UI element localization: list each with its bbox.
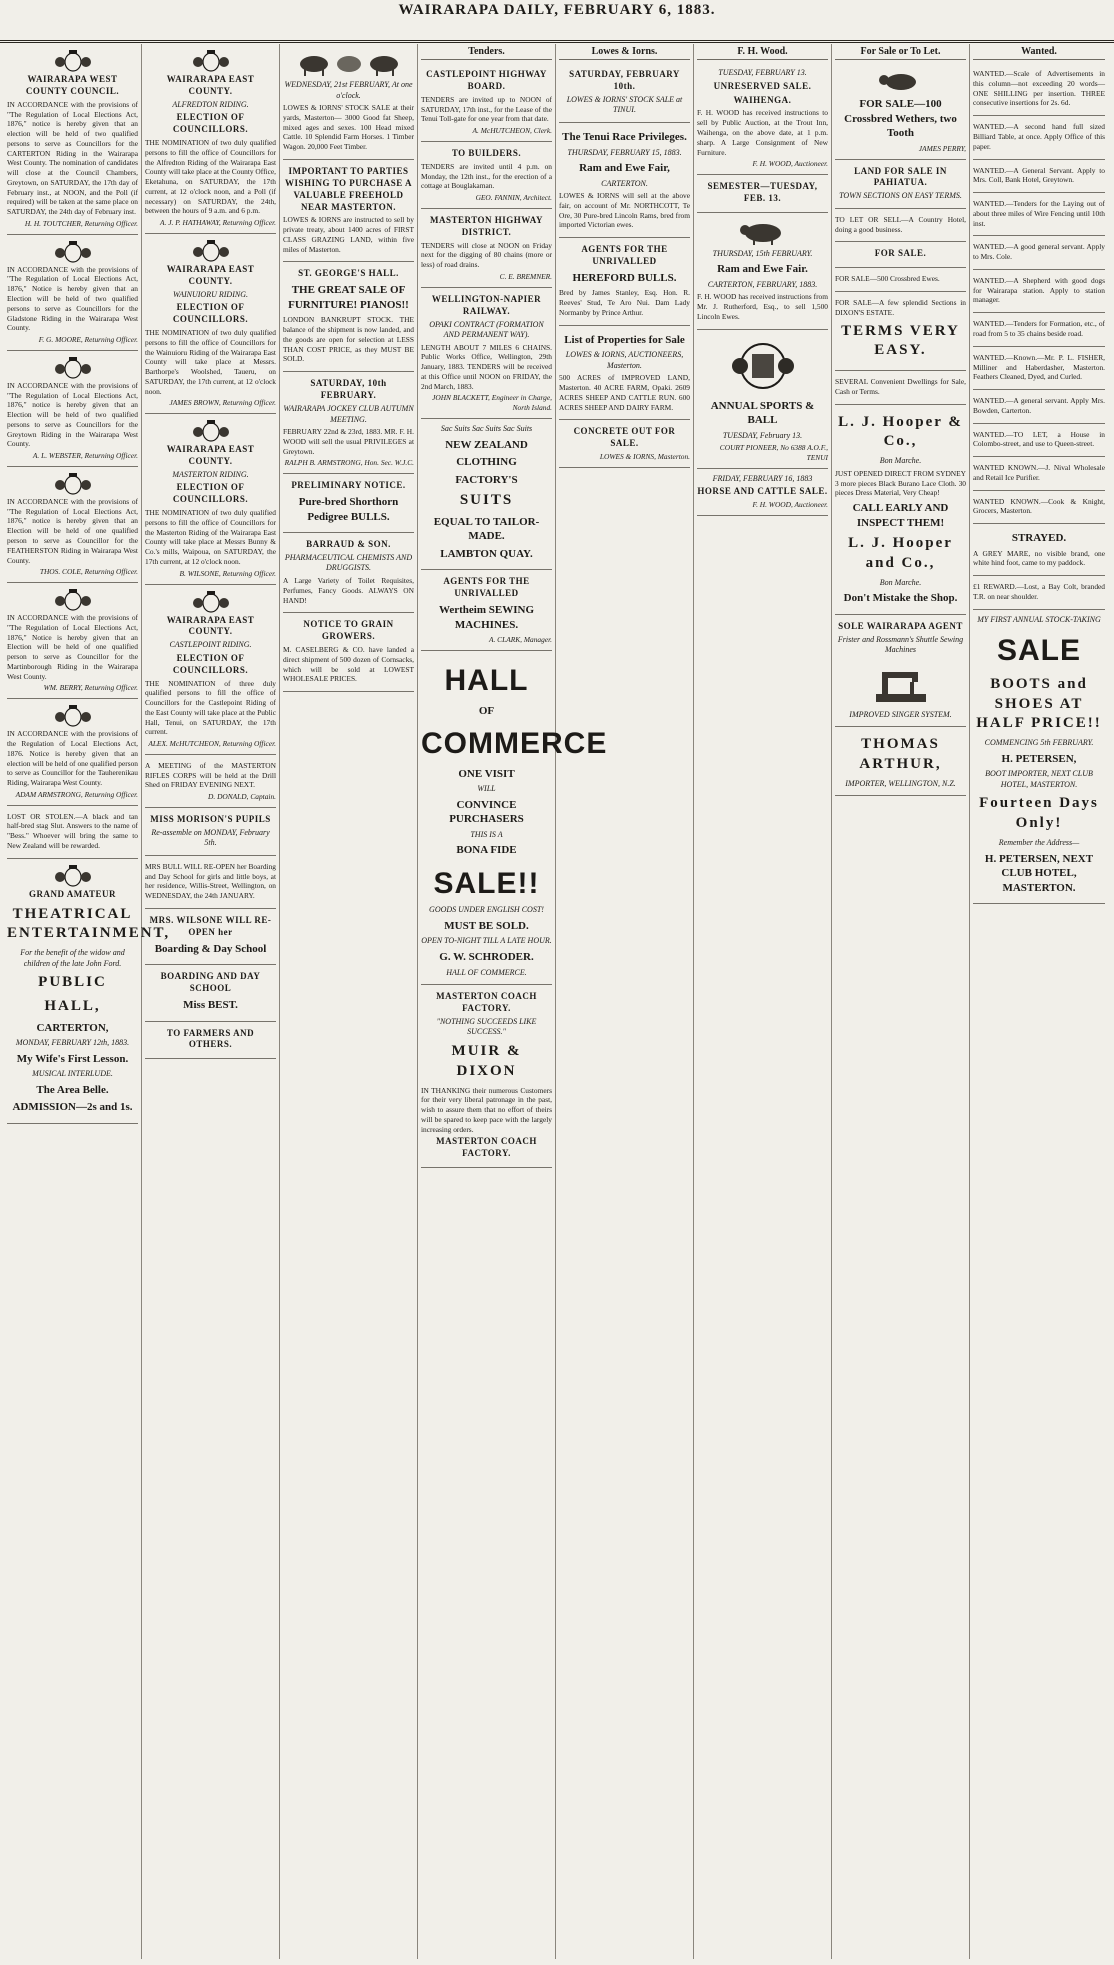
sports-title: ANNUAL SPORTS & BALL <box>710 399 815 427</box>
wanted-scale <box>973 63 1105 116</box>
election-signature: A. L. WEBSTER, Returning Officer. <box>32 451 138 461</box>
county-title: WAIRARAPA EAST COUNTY. <box>166 614 255 637</box>
election-notice-greytown <box>7 351 138 467</box>
schroder-name: G. W. SCHRODER. <box>439 951 534 963</box>
jockey-body: FEBRUARY 22nd & 23rd, 1883. MR. F. H. WOOD will sell the usual PRIVILEGES at Greytown. <box>283 427 414 456</box>
royal-crest-icon <box>191 50 231 72</box>
ewe-fair-date: THURSDAY, 15th FEBRUARY. <box>712 248 813 258</box>
jockey-date: SATURDAY, 10th FEBRUARY. <box>310 378 387 401</box>
ewe-fair-town: CARTERTON, FEBRUARY, 1883. <box>707 279 818 289</box>
election-title: WAIRARAPA WEST COUNTY COUNCIL. <box>25 74 120 96</box>
st-georges-body: LONDON BANKRUPT STOCK. THE balance of the shipment is now landed, and the goods are open for selection at LESS THAN COST PRICE, as they MUST BE SOLD. <box>283 315 414 364</box>
hooper-subtitle: Bon Marche. <box>879 456 922 466</box>
horse-cattle-signature: F. H. WOOD, Auctioneer. <box>752 500 828 510</box>
wanted-item <box>973 160 1105 194</box>
masterton-highway-ad <box>421 209 552 288</box>
petersen-name: H. PETERSEN, <box>1001 752 1077 765</box>
coach-title: MASTERTON COACH FACTORY. <box>436 991 537 1013</box>
petersen-remember: Remember the Address— <box>998 838 1080 848</box>
hereford-title: AGENTS FOR THE UNRIVALLED <box>581 244 668 267</box>
barraud-body: A Large Variety of Toilet Requisites, Perfumes, Fancy Goods. ALWAYS ON HAND! <box>283 576 414 605</box>
royal-crest-icon <box>191 420 231 442</box>
stock-sale-ad <box>283 44 414 160</box>
coach-footer: MASTERTON COACH FACTORY. <box>436 1136 537 1159</box>
wanted-item <box>973 116 1105 159</box>
sac-suits-equal: EQUAL TO TAILOR-MADE. <box>433 515 540 543</box>
hereford-body: Bred by James Stanley, Esq. Hon. R. Reeves' Stud, Te Aro Nui. Dam Lady Normanby by Prince Arthur. <box>559 288 690 318</box>
hooper-mistake: Don't Mistake the Shop. <box>843 592 958 605</box>
dixon-terms: TERMS VERY EASY. <box>841 322 960 359</box>
riding-name: ALFREDTON RIDING. <box>172 99 249 109</box>
stock-sale-date: WEDNESDAY, 21st FEBRUARY, At one o'clock. <box>284 80 413 100</box>
sac-suits-factory: FACTORY'S <box>455 473 518 486</box>
election-signature: F. G. MOORE, Returning Officer. <box>38 335 138 345</box>
railway-body: LENGTH ABOUT 7 MILES 6 CHAINS. Public Works Office, Wellington, 29th January, 1883. TENDERS will be received at this Office until NOON on FRIDAY, the 2nd March, 1883. <box>421 342 552 391</box>
waihenga-sale-ad <box>697 63 828 175</box>
petersen-boots: BOOTS and SHOES AT HALF PRICE!! <box>976 675 1102 732</box>
wilsone-title: MRS. WILSONE WILL RE-OPEN her <box>149 915 272 937</box>
arthur-subtitle: IMPORTER, WELLINGTON, N.Z. <box>845 778 956 788</box>
semester-title: SEMESTER—TUESDAY, FEB. 13. <box>707 181 818 203</box>
theatrical-town: CARTERTON, <box>36 1021 109 1034</box>
election-notice-gladstone <box>7 235 138 351</box>
theatrical-venue-2: HALL, <box>44 997 101 1014</box>
castlepoint-body: TENDERS are invited up to NOON of SATURDAY, 17th inst., for the Lease of the Tenui Toll-gate for one year from that date. <box>421 94 552 124</box>
sewing-machine-icon <box>866 658 936 708</box>
election-body: THE NOMINATION of two duly qualified persons to fill the office of Councillors for the Alfredton Riding of the Wairarapa East County will take place at the County Office, Eketahuna, on SATURDAY, the 17th current, at 12 o'clock noon, and a Poll (if necessary) on SATURDAY, the 24th, between the hours of 9 a.m. and 6 p.m. <box>145 138 276 216</box>
freehold-body: LOWES & IORNS are instructed to sell by private treaty, about 1400 acres of FIRST CLASS GRAZING LAND, within five miles of Masterton. <box>283 215 414 254</box>
ewe-fair-title: Ram and Ewe Fair. <box>717 263 808 276</box>
wilsone-subtitle: Boarding & Day School <box>154 942 267 955</box>
castlepoint-highway-ad <box>421 63 552 142</box>
convince-line: CONVINCE PURCHASERS <box>449 798 524 826</box>
barraud-subtitle: PHARMACEUTICAL CHEMISTS AND DRUGGISTS. <box>284 552 413 573</box>
petersen-ad <box>973 610 1105 904</box>
railway-title: WELLINGTON-NAPIER RAILWAY. <box>431 293 542 316</box>
ewe-fair-ad <box>697 213 828 330</box>
goods-line: GOODS UNDER ENGLISH COST! <box>429 905 544 915</box>
masthead-title: WAIRARAPA DAILY, FEBRUARY 6, 1883. <box>398 2 716 18</box>
election-notice-featherston <box>7 467 138 583</box>
lost-dog-notice <box>7 806 138 859</box>
railway-ad <box>421 288 552 419</box>
builders-signature: GEO. FANNIN, Architect. <box>475 193 552 203</box>
farmers-notice <box>145 1022 276 1060</box>
column-8 <box>970 44 1108 1959</box>
barraud-ad <box>283 533 414 613</box>
sewing-machines-ad <box>421 570 552 651</box>
sac-suits-clothing: CLOTHING <box>456 456 517 469</box>
wanted-item <box>973 390 1105 424</box>
theatrical-closing-play: The Area Belle. <box>36 1083 109 1096</box>
freehold-ad <box>283 160 414 263</box>
tinui-date: SATURDAY, FEBRUARY 10th. <box>569 69 680 92</box>
sewing-title: AGENTS FOR THE UNRIVALLED <box>443 576 530 599</box>
wanted-body: WANTED.—A Shepherd with good dogs for Wairarapa station. Apply to station manager. <box>973 275 1105 305</box>
railway-subtitle: OPAKI CONTRACT (FORMATION AND PERMANENT WAY). <box>429 319 544 340</box>
grain-title: NOTICE TO GRAIN GROWERS. <box>303 619 394 642</box>
masterton-highway-title: MASTERTON HIGHWAY DISTRICT. <box>430 214 543 237</box>
agent-title: SOLE WAIRARAPA AGENT <box>838 620 963 631</box>
one-visit: ONE VISIT <box>458 767 515 780</box>
dixon-estate-ad <box>835 292 966 371</box>
election-heading: ELECTION OF COUNCILLORS. <box>172 302 249 325</box>
wanted-item <box>973 491 1105 525</box>
morison-title: MISS MORISON'S PUPILS <box>150 813 271 824</box>
best-title: BOARDING AND DAY SCHOOL <box>160 971 261 994</box>
crossbred-ewes-ad <box>835 268 966 292</box>
election-signature: JAMES BROWN, Returning Officer. <box>169 398 276 408</box>
grain-body: M. CASELBERG & CO. have landed a direct shipment of 500 dozen of Cornsacks, which will be sold at LOWEST WHOLESALE PRICES. <box>283 645 414 684</box>
theatrical-subtitle: For the benefit of the widow and children of the late John Ford. <box>20 948 125 968</box>
wanted-body: WANTED.—A general servant. Apply Mrs. Bowden, Carterton. <box>973 396 1105 415</box>
shorthorn-notice: PRELIMINARY NOTICE. <box>291 480 406 491</box>
coach-factory-ad <box>421 985 552 1168</box>
ram-fair-date: THURSDAY, FEBRUARY 15, 1883. <box>567 147 682 157</box>
election-notice-tauherenikau <box>7 699 138 805</box>
ram-icon <box>733 220 793 246</box>
election-body: THE NOMINATION of two duly qualified persons to fill the office of Councillors for the Wainuioru Riding of the Wairarapa East County will take place at Messrs. Barthorpe's Woolshed, Taueru, on SATURDAY, the 17th current, at 12 o'clock noon. <box>145 327 276 396</box>
royal-crest-icon <box>53 473 93 495</box>
sports-signature: COURT PIONEER, No 6388 A.O.F., TENUI <box>719 443 828 463</box>
rifles-signature: D. DONALD, Captain. <box>208 792 276 802</box>
petersen-notice: MY FIRST ANNUAL STOCK-TAKING <box>977 614 1101 624</box>
st-georges-title: ST. GEORGE'S HALL. <box>298 268 399 279</box>
column-3 <box>280 44 418 1959</box>
for-sale-title: FOR SALE. <box>874 248 927 259</box>
rifles-body: A MEETING of the MASTERTON RIFLES CORPS will be held at the Drill Shed on FRIDAY EVENING NEXT. <box>145 760 276 790</box>
hooper-name: L. J. Hooper & Co., <box>838 413 963 450</box>
election-signature: B. WILSONE, Returning Officer. <box>179 568 276 578</box>
pahiatua-land-ad <box>835 160 966 209</box>
builders-ad <box>421 142 552 209</box>
hall-of-commerce-footer: HALL OF COMMERCE. <box>446 967 527 977</box>
election-body: IN ACCORDANCE with the provisions of "The Regulation of Local Elections Act, 1876," Notice is hereby given that an Election will be held of one qualified person to serve as Councillor for the Martinborough Riding in the Wairarapa West County. <box>7 613 138 681</box>
tinui-title: LOWES & IORNS' STOCK SALE at TINUI. <box>566 94 683 115</box>
builders-body: TENDERS are invited until 4 p.m. on Monday, the 12th inst., for the erection of a cottage at Bouglakaman. <box>421 161 552 191</box>
election-body: IN ACCORDANCE with the provisions of "The Regulation of Local Elections Act, 1876," notice is hereby given that an Election will be held of one qualified person to serve as Councillor for the FEATHERSTON Riding in Wairarapa West County. <box>7 496 138 565</box>
royal-crest-icon <box>53 865 93 887</box>
hooper-call: CALL EARLY AND INSPECT THEM! <box>852 502 949 529</box>
election-heading: ELECTION OF COUNCILLORS. <box>172 652 249 675</box>
election-body: THE NOMINATION of three duly qualified persons to fill the office of Councillors for the Castlepoint Riding of the East County will take place at the Public Hall, Tenui, on SATURDAY, the 17th current. <box>145 678 276 737</box>
column-heading: Lowes & Iorns. <box>559 44 690 60</box>
hereford-ad <box>559 238 690 326</box>
election-signature: ALEX. McHUTCHEON, Returning Officer. <box>148 739 276 749</box>
horse-cattle-date: FRIDAY, FEBRUARY 16, 1883 <box>712 473 813 483</box>
semester-ad <box>697 175 828 213</box>
theatrical-ad <box>7 859 171 1124</box>
sewing-agent-ad <box>835 615 966 728</box>
hall-word: HALL <box>444 663 529 697</box>
sports-date: TUESDAY, February 13. <box>722 430 803 440</box>
petersen-fourteen: Fourteen Days Only! <box>979 795 1099 832</box>
properties-body: 500 ACRES of IMPROVED LAND, Masterton. 40 ACRE FARM, Opaki. 2609 ACRES SHEEP AND CATTLE RUN. 600 ACRES SHEEP AND DAIRY FARM. <box>559 373 690 412</box>
jockey-title: WAIRARAPA JOCKEY CLUB AUTUMN MEETING. <box>283 403 414 424</box>
petersen-address: H. PETERSEN, NEXT CLUB HOTEL, MASTERTON. <box>984 852 1094 894</box>
morison-pupils <box>145 808 276 856</box>
election-body: IN ACCORDANCE with the provisions of "The Regulation of Local Elections Act, 1876," Notice is hereby given that an Election will be held of two qualified persons to serve as Councillors for the Gladstone Riding in the Wairarapa West County. <box>7 264 138 333</box>
hooper-ad <box>835 405 966 615</box>
royal-crest-icon <box>53 589 93 611</box>
properties-title: List of Properties for Sale <box>564 333 685 346</box>
petersen-sale: SALE <box>996 634 1081 668</box>
masterton-highway-signature: C. E. BREMNER. <box>499 271 552 281</box>
wanted-body: WANTED.—TO LET, a House in Colombo-street, and use to Queen-street. <box>973 429 1105 449</box>
barraud-title: BARRAUD & SON. <box>306 539 391 550</box>
hereford-headline: HEREFORD BULLS. <box>572 271 677 284</box>
sewing-headline: Wertheim SEWING MACHINES. <box>438 604 535 631</box>
st-georges-sale <box>283 262 414 372</box>
horse-cattle-ad <box>697 469 828 516</box>
election-signature: THOS. COLE, Returning Officer. <box>39 567 138 577</box>
wanted-item <box>973 313 1105 347</box>
column-heading: F. H. Wood. <box>697 44 828 60</box>
lost-dog-body: LOST OR STOLEN.—A black and tan half-bred stag Slut. Answers to the name of "Bess." Whoever will bring the same to New Zealand will be rewarded. <box>7 811 138 850</box>
election-body: IN ACCORDANCE with the provisions of "The Regulation of Local Elections Act, 1876," notice is hereby given that an Election will be held of two qualified persons to serve as Councillors for the Greytown Riding in the Wairarapa West County. <box>7 380 138 449</box>
alfredton-election <box>145 44 276 234</box>
sac-suits-headline: SUITS <box>459 492 514 509</box>
theatrical-date: MONDAY, FEBRUARY 12th, 1883. <box>15 1038 130 1048</box>
theatrical-venue-1: PUBLIC <box>38 974 107 991</box>
st-georges-headline: THE GREAT SALE OF FURNITURE! PIANOS!! <box>288 284 409 311</box>
election-heading: ELECTION OF COUNCILLORS. <box>172 482 249 505</box>
wanted-body: WANTED KNOWN.—J. Nival Wholesale and Retail Ice Purifier. <box>973 463 1105 482</box>
arthur-name: THOMAS ARTHUR, <box>859 736 942 773</box>
livestock-icon <box>294 51 404 77</box>
dwellings-body: SEVERAL Convenient Dwellings for Sale, Cash or Terms. <box>835 377 966 396</box>
election-body: IN ACCORDANCE with the provisions of "The Regulation of Local Elections Act, 1876," notice is hereby given that an election will be held of two qualified persons to serve as Councillors for the CARTERTON Riding in the Wairarapa West County. The nomination of candidates will close at the Council Chambers, Greytown, on SATURDAY, the 17th day of February inst., at NOON, and the Poll (if required) will be taken at the same place on SATURDAY, the 24th day of February inst. <box>7 99 138 217</box>
wanted-body: WANTED.—Known.—Mr. P. L. FISHER, Milliner and Haberdasher, Masterton. Feathers Cleaned, Dyed, and Curled. <box>973 352 1105 382</box>
properties-subtitle: LOWES & IORNS, AUCTIONEERS, Masterton. <box>565 350 684 370</box>
agent-body: IMPROVED SINGER SYSTEM. <box>849 709 952 719</box>
commerce-word: COMMERCE <box>421 727 608 761</box>
column-7 <box>832 44 970 1959</box>
county-title: WAIRARAPA EAST COUNTY. <box>166 444 255 466</box>
election-body: IN ACCORDANCE with the provisions of the Regulation of Local Elections Act, 1876. Notice is hereby given that an election will be held of one qualified person to serve as Councillor for the Tauherenikau Riding, Wairarapa West County. <box>7 729 138 788</box>
sac-suits-ad <box>421 419 552 570</box>
farmers-title: TO FARMERS AND OTHERS. <box>166 1027 255 1050</box>
masterton-highway-body: TENDERS will close at NOON on Friday next for the digging of 80 chains (more or less) of road drains. <box>421 240 552 270</box>
county-title: WAIRARAPA EAST COUNTY. <box>166 74 255 96</box>
royal-crest-icon <box>53 241 93 263</box>
jockey-signature: RALPH B. ARMSTRONG, Hon. Sec. W.J.C. <box>284 458 414 468</box>
wanted-body: WANTED.—Tenders for the Laying out of about three miles of Wire Fencing until 10th inst. <box>973 199 1105 228</box>
coach-headline: MUIR & DIXON <box>451 1042 522 1079</box>
coach-motto: "NOTHING SUCCEEDS LIKE SUCCESS." <box>436 1016 537 1037</box>
column-heading: For Sale or To Let. <box>835 44 966 60</box>
thomas-arthur-ad <box>835 727 966 796</box>
sports-ball-ad <box>697 330 828 469</box>
dixon-body: FOR SALE—A few splendid Sections in DIXON'S ESTATE. <box>835 297 966 317</box>
for-sale-ad <box>835 242 966 268</box>
election-signature: H. H. TOUTCHER, Returning Officer. <box>24 218 138 228</box>
properties-ad <box>559 326 690 421</box>
ram-fair-body: LOWES & IORNS will sell at the above fair, on account of Mr. NORTHCOTT, Te Ore, 30 Pure-bred Lincoln Rams, bred from imported Victorian ewes. <box>559 191 690 230</box>
sac-suits-address: LAMBTON QUAY. <box>440 547 533 560</box>
strayed-ad <box>973 524 1105 576</box>
waihenga-signature: F. H. WOOD, Auctioneer. <box>752 159 828 169</box>
election-heading: ELECTION OF COUNCILLORS. <box>172 112 249 135</box>
masterton-election <box>145 414 276 584</box>
bona-fide: BONA FIDE <box>456 844 517 857</box>
castlepoint-signature: A. McHUTCHEON, Clerk. <box>472 126 552 136</box>
this-is-a: THIS IS A <box>470 829 503 839</box>
column-5 <box>556 44 694 1959</box>
theatrical-title: GRAND AMATEUR <box>28 888 117 899</box>
jockey-club-ad <box>283 372 414 474</box>
column-2 <box>142 44 280 1959</box>
election-signature: WM. BERRY, Returning Officer. <box>43 683 138 693</box>
horse-cattle-title: HORSE AND CATTLE SALE. <box>697 486 828 497</box>
column-1 <box>4 44 171 1959</box>
mrs-bull-body: MRS BULL WILL RE-OPEN her Boarding and Day School for girls and little boys, at her residence, Willis-Street, Wellington, on WEDNESDAY, the 24th JANUARY. <box>145 861 276 901</box>
of-word: OF <box>478 704 495 717</box>
sac-suits-row: Sac Suits Sac Suits Sac Suits <box>440 423 533 433</box>
wanted-item <box>973 347 1105 390</box>
ram-fair-title: Ram and Ewe Fair, <box>579 162 670 175</box>
royal-crest-icon <box>53 50 93 72</box>
best-subtitle: Miss BEST. <box>183 999 238 1012</box>
will-word: WILL <box>477 784 496 794</box>
open-line: OPEN TO-NIGHT TILL A LATE HOUR. <box>421 936 552 946</box>
theatrical-interlude: MUSICAL INTERLUDE. <box>32 1069 113 1079</box>
wanted-body: WANTED.—Tenders for Formation, etc., of road from 5 to 35 chains beside road. <box>973 319 1105 338</box>
wanted-body: WANTED.—A second hand full sized Billiard Table, at once. Apply Office of this paper. <box>973 122 1105 151</box>
tinui-sale-ad <box>559 63 690 123</box>
sac-suits-nz: NEW ZEALAND <box>445 438 528 451</box>
election-notice-martinborough <box>7 583 138 699</box>
county-title: WAIRARAPA EAST COUNTY. <box>166 263 255 286</box>
election-signature: ADAM ARMSTRONG, Returning Officer. <box>15 789 138 799</box>
petersen-commencing: COMMENCING 5th FEBRUARY. <box>984 738 1094 748</box>
wilsone-school <box>145 909 276 965</box>
grain-growers-ad <box>283 613 414 692</box>
hooper-name-2: L. J. Hooper and Co., <box>848 535 953 571</box>
pahiatua-title: LAND FOR SALE IN PAHIATUA. <box>854 165 947 188</box>
waihenga-date: TUESDAY, FEBRUARY 13. <box>718 68 807 78</box>
hotel-body: TO LET OR SELL—A Country Hotel, doing a good business. <box>835 214 966 234</box>
waihenga-title: UNRESERVED SALE. <box>713 80 812 91</box>
wethers-headline: FOR SALE—100 Crossbred Wethers, two Tooth <box>844 98 957 140</box>
petersen-subtitle: BOOT IMPORTER, NEXT CLUB HOTEL, MASTERTON. <box>985 769 1093 789</box>
column-heading: Tenders. <box>421 44 552 60</box>
best-school <box>145 965 276 1021</box>
theatrical-headline: THEATRICAL ENTERTAINMENT, <box>7 905 171 942</box>
wanted-item <box>973 193 1105 236</box>
foresters-emblem-icon <box>728 336 798 396</box>
shorthorn-bulls-ad <box>283 474 414 533</box>
builders-title: TO BUILDERS. <box>451 148 522 158</box>
ram-fair-ad <box>559 123 690 238</box>
sheep-icon <box>876 70 926 94</box>
wethers-ad <box>835 63 966 159</box>
must-be-sold: MUST BE SOLD. <box>444 919 529 932</box>
wanted-item <box>973 270 1105 313</box>
castlepoint-title: CASTLEPOINT HIGHWAY BOARD. <box>426 69 547 92</box>
wainuioru-election <box>145 234 276 414</box>
election-signature: A. J. P. HATHAWAY, Returning Officer. <box>160 218 276 228</box>
hall-of-commerce-ad <box>421 651 608 985</box>
wanted-body: WANTED.—A good general servant. Apply to Mrs. Cole. <box>973 242 1105 262</box>
wanted-body: WANTED.—A General Servant. Apply to Mrs. Coll, Bank Hotel, Greytown. <box>973 165 1105 185</box>
wethers-signature: JAMES PERRY, <box>918 143 966 153</box>
concrete-signature: LOWES & IORNS, Masterton. <box>599 452 690 462</box>
theatrical-play: My Wife's First Lesson. <box>16 1052 129 1065</box>
shorthorn-headline: Pure-bred Shorthorn Pedigree BULLS. <box>298 496 399 523</box>
race-privileges: The Tenui Race Privileges. <box>562 131 687 144</box>
riding-name: MASTERTON RIDING. <box>172 469 249 479</box>
wanted-item <box>973 457 1105 491</box>
election-notice-carterton <box>7 44 138 235</box>
ewes-body: FOR SALE—500 Crossbred Ewes. <box>835 274 940 284</box>
country-hotel-ad <box>835 209 966 243</box>
agent-subtitle: Frister and Rossmann's Shuttle Sewing Machines <box>837 634 964 655</box>
railway-signature: JOHN BLACKETT, Engineer in Charge, North Island. <box>432 393 552 413</box>
strayed-body: A GREY MARE, no visible brand, one white hind foot, came to my paddock. <box>973 548 1105 568</box>
mrs-bull-school <box>145 856 276 909</box>
riding-name: CASTLEPOINT RIDING. <box>169 640 252 650</box>
waihenga-body: F. H. WOOD has received instructions to sell by Public Auction, at the Trout Inn, Waihenga, on the above date, at 1 p.m. sharp. A Large Consignment of New Furniture. <box>697 108 828 157</box>
column-heading: Wanted. <box>973 44 1105 60</box>
royal-crest-icon <box>191 240 231 262</box>
concrete-ad <box>559 420 690 468</box>
pahiatua-body: TOWN SECTIONS ON EASY TERMS. <box>839 191 962 201</box>
morison-subtitle: Re-assemble on MONDAY, February 5th. <box>151 827 270 848</box>
sewing-signature: A. CLARK, Manager. <box>488 635 552 645</box>
ewe-fair-body: F. H. WOOD has received instructions from Mr. J. Rutherford, Esq., to sell 1,500 Lincoln Ewes. <box>697 292 828 321</box>
reward-body: £1 REWARD.—Lost, a Bay Colt, branded T.R. on near shoulder. <box>973 582 1105 601</box>
wanted-body: WANTED KNOWN.—Cook & Knight, Grocers, Masterton. <box>973 496 1105 516</box>
wanted-item <box>973 236 1105 270</box>
royal-crest-icon <box>53 357 93 379</box>
theatrical-admission: ADMISSION—2s and 1s. <box>12 1101 133 1114</box>
wanted-item <box>973 424 1105 458</box>
stock-sale-body: LOWES & IORNS' STOCK SALE at their yards, Masterton— 3000 Good fat Sheep, mixed ages and sexes. 100 Head mixed Cattle. 10 Splendid Farm Horses. 1 Timber Wagon. 20,000 Feet Timber. <box>283 103 414 152</box>
coach-body: IN THANKING their numerous Customers for their very liberal patronage in the past, wish to assure them that no effort of theirs will be spared to keep pace with the largely increasing orders. <box>421 1085 552 1134</box>
rifles-meeting <box>145 755 276 808</box>
strayed-title: STRAYED. <box>1011 532 1067 545</box>
dwellings-ad <box>835 371 966 405</box>
riding-name: WAINUIORU RIDING. <box>173 289 248 299</box>
hooper-subtitle-2: Bon Marche. <box>879 577 922 587</box>
hooper-body: JUST OPENED DIRECT FROM SYDNEY 3 more pieces Black Burano Lace Cloth. 30 pieces Dress Material, Very Cheap! <box>835 468 966 498</box>
royal-crest-icon <box>191 591 231 613</box>
royal-crest-icon <box>53 705 93 727</box>
masthead <box>0 0 1114 43</box>
column-6 <box>694 44 832 1959</box>
sale-word: SALE!! <box>433 866 540 900</box>
column-4 <box>418 44 608 1959</box>
waihenga-place: WAIHENGA. <box>733 94 792 105</box>
castlepoint-election <box>145 585 276 755</box>
columns <box>4 44 1110 1959</box>
reward-ad <box>973 576 1105 610</box>
wanted-scale-body: WANTED.—Scale of Advertisements in this column—not exceeding 20 words—ONE SHILLING per insertion. THREE consecutive insertions for 2s. 6d. <box>973 69 1105 108</box>
ram-fair-town: CARTERTON. <box>601 178 648 188</box>
concrete-title: CONCRETE OUT FOR SALE. <box>573 426 676 449</box>
freehold-title: IMPORTANT TO PARTIES WISHING TO PURCHASE A VALUABLE FREEHOLD NEAR MASTERTON. <box>285 165 412 212</box>
election-body: THE NOMINATION of two duly qualified persons to fill the office of Councillors for the Masterton Riding of the Wairarapa East County will take place at Messrs Bunny & Co.'s mills, Waipoua, on SATURDAY, the 17th current, at 12 o'clock noon. <box>145 508 276 566</box>
